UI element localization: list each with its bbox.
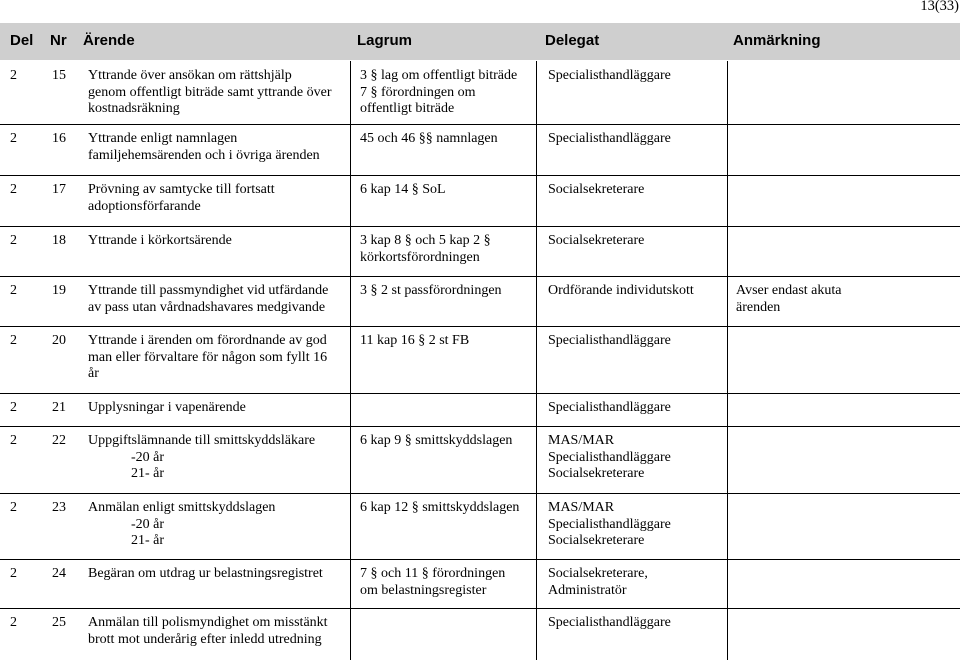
cell-delegat	[548, 566, 648, 599]
cell-del: 2	[10, 68, 17, 83]
cell-arende	[88, 400, 246, 417]
cell-lagrum	[360, 333, 469, 350]
row-divider	[0, 226, 960, 227]
delegat-line: MAS/MAR	[548, 500, 615, 515]
lagrum-line: 6 kap 12 § smittskyddslagen	[360, 500, 520, 515]
column-divider	[727, 393, 728, 426]
arende-line: Yttrande enligt namnlagen	[88, 131, 238, 146]
cell-lagrum	[360, 433, 512, 450]
cell-delegat	[548, 233, 644, 250]
cell-del: 2	[10, 615, 17, 630]
column-divider	[350, 226, 351, 276]
column-divider	[350, 326, 351, 393]
arende-line: av pass utan vårdnadshavares medgivande	[88, 299, 326, 315]
row-divider	[0, 326, 960, 327]
arende-line: kostnadsräkning	[88, 101, 180, 116]
delegat-line: MAS/MAR	[548, 433, 615, 448]
column-divider	[350, 124, 351, 175]
cell-nr: 20	[52, 333, 66, 348]
cell-del: 2	[10, 131, 17, 146]
column-divider	[350, 608, 351, 660]
column-divider	[727, 493, 728, 559]
column-divider	[727, 61, 728, 124]
cell-arende	[88, 131, 320, 164]
delegat-line: Specialisthandläggare	[548, 400, 671, 415]
cell-anmarkning	[736, 283, 841, 316]
cell-del: 2	[10, 433, 17, 448]
lagrum-line: 7 § förordningen om	[360, 84, 476, 100]
header-nr: Nr	[50, 32, 67, 49]
row-divider	[0, 175, 960, 176]
delegat-line: Administratör	[548, 582, 627, 598]
arende-line: Yttrande i körkortsärende	[88, 233, 232, 248]
arende-subline: 21- år	[131, 466, 165, 481]
cell-del: 2	[10, 400, 17, 415]
cell-nr: 24	[52, 566, 66, 581]
delegat-line: Specialisthandläggare	[548, 131, 671, 146]
cell-nr: 16	[52, 131, 66, 146]
cell-delegat	[548, 400, 671, 417]
lagrum-line: 3 kap 8 § och 5 kap 2 §	[360, 233, 491, 248]
row-divider	[0, 393, 960, 394]
arende-line: genom offentligt biträde samt yttrande över	[88, 84, 332, 100]
cell-del: 2	[10, 233, 17, 248]
delegat-line: Specialisthandläggare	[548, 449, 671, 465]
cell-nr: 22	[52, 433, 66, 448]
cell-del: 2	[10, 182, 17, 197]
cell-lagrum	[360, 233, 491, 266]
row-divider	[0, 608, 960, 609]
delegat-line: Socialsekreterare	[548, 182, 645, 197]
cell-del: 2	[10, 500, 17, 515]
delegat-line: Specialisthandläggare	[548, 68, 671, 83]
row-divider	[0, 426, 960, 427]
column-divider	[536, 226, 537, 276]
page-number: 13(33)	[920, 0, 959, 14]
column-divider	[536, 608, 537, 660]
column-divider	[727, 226, 728, 276]
delegat-line: Specialisthandläggare	[548, 615, 671, 630]
lagrum-line: offentligt biträde	[360, 101, 455, 116]
column-divider	[536, 426, 537, 493]
row-divider	[0, 276, 960, 277]
column-divider	[727, 608, 728, 660]
cell-nr: 23	[52, 500, 66, 515]
cell-delegat	[548, 333, 671, 350]
arende-line: Upplysningar i vapenärende	[88, 400, 246, 415]
column-divider	[536, 493, 537, 559]
lagrum-line: 3 § 2 st passförordningen	[360, 283, 502, 298]
header-delegat: Delegat	[545, 32, 600, 49]
column-divider	[350, 493, 351, 559]
delegat-line: Specialisthandläggare	[548, 516, 671, 532]
arende-line: Uppgiftslämnande till smittskyddsläkare	[88, 433, 316, 448]
cell-arende	[88, 566, 323, 583]
column-divider	[727, 326, 728, 393]
row-divider	[0, 124, 960, 125]
cell-delegat	[548, 131, 671, 148]
arende-line: brott mot underårig efter inledd utredning	[88, 631, 322, 647]
arende-line: man eller förvaltare för någon som fyllt 16	[88, 349, 328, 365]
column-divider	[727, 124, 728, 175]
cell-lagrum	[360, 182, 446, 199]
cell-nr: 21	[52, 400, 66, 415]
cell-delegat	[548, 68, 671, 85]
column-divider	[727, 175, 728, 226]
cell-nr: 17	[52, 182, 66, 197]
cell-lagrum	[360, 566, 505, 599]
cell-del: 2	[10, 283, 17, 298]
column-divider	[350, 393, 351, 426]
arende-line: Begäran om utdrag ur belastningsregistret	[88, 566, 323, 581]
cell-arende	[88, 333, 327, 383]
column-divider	[350, 559, 351, 608]
cell-arende	[88, 500, 275, 550]
lagrum-line: 7 § och 11 § förordningen	[360, 566, 506, 581]
arende-line: familjehemsärenden och i övriga ärenden	[88, 147, 320, 163]
column-divider	[350, 175, 351, 226]
table-header	[0, 23, 960, 60]
lagrum-line: 11 kap 16 § 2 st FB	[360, 333, 470, 348]
arende-line: Yttrande i ärenden om förordnande av god	[88, 333, 327, 348]
lagrum-line: 45 och 46 §§ namnlagen	[360, 131, 498, 146]
cell-delegat	[548, 283, 694, 300]
arende-subline: -20 år	[131, 516, 165, 532]
column-divider	[350, 426, 351, 493]
cell-delegat	[548, 182, 644, 199]
cell-arende	[88, 182, 275, 215]
anmarkning-line: ärenden	[736, 299, 781, 315]
delegat-line: Socialsekreterare	[548, 533, 645, 548]
lagrum-line: 6 kap 14 § SoL	[360, 182, 446, 197]
cell-nr: 18	[52, 233, 66, 248]
column-divider	[536, 276, 537, 326]
cell-nr: 15	[52, 68, 66, 83]
column-divider	[727, 276, 728, 326]
column-divider	[536, 124, 537, 175]
header-del: Del	[10, 32, 34, 49]
cell-delegat	[548, 500, 671, 550]
cell-del: 2	[10, 333, 17, 348]
column-divider	[350, 276, 351, 326]
cell-arende	[88, 433, 315, 483]
column-divider	[536, 393, 537, 426]
row-divider	[0, 559, 960, 560]
delegat-line: Ordförande individutskott	[548, 283, 694, 298]
lagrum-line: 6 kap 9 § smittskyddslagen	[360, 433, 513, 448]
arende-line: år	[88, 366, 99, 381]
column-divider	[536, 559, 537, 608]
cell-del: 2	[10, 566, 17, 581]
delegat-line: Specialisthandläggare	[548, 333, 671, 348]
arende-line: Anmälan till polismyndighet om misstänkt	[88, 615, 328, 630]
header-anmarkning: Anmärkning	[733, 32, 821, 49]
cell-arende	[88, 233, 232, 250]
lagrum-line: om belastningsregister	[360, 582, 487, 598]
anmarkning-line: Avser endast akuta	[736, 283, 842, 298]
cell-lagrum	[360, 500, 519, 517]
delegat-line: Socialsekreterare	[548, 233, 645, 248]
arende-line: Anmälan enligt smittskyddslagen	[88, 500, 276, 515]
cell-arende	[88, 615, 328, 648]
cell-lagrum	[360, 68, 517, 118]
column-divider	[536, 175, 537, 226]
column-divider	[727, 559, 728, 608]
cell-delegat	[548, 615, 671, 632]
arende-subline: 21- år	[131, 533, 165, 548]
delegat-line: Socialsekreterare,	[548, 566, 648, 581]
header-lagrum: Lagrum	[357, 32, 413, 49]
cell-arende	[88, 68, 332, 118]
column-divider	[536, 61, 537, 124]
column-divider	[727, 426, 728, 493]
lagrum-line: körkortsförordningen	[360, 249, 480, 265]
cell-lagrum	[360, 131, 498, 148]
cell-lagrum	[360, 283, 502, 300]
column-divider	[536, 326, 537, 393]
cell-arende	[88, 283, 328, 316]
cell-nr: 19	[52, 283, 66, 298]
column-divider	[350, 61, 351, 124]
lagrum-line: 3 § lag om offentligt biträde	[360, 68, 518, 83]
cell-delegat	[548, 433, 671, 483]
delegat-line: Socialsekreterare	[548, 466, 645, 481]
arende-line: Yttrande till passmyndighet vid utfärdande	[88, 283, 329, 298]
arende-line: adoptionsförfarande	[88, 198, 201, 214]
arende-line: Yttrande över ansökan om rättshjälp	[88, 68, 292, 83]
arende-line: Prövning av samtycke till fortsatt	[88, 182, 275, 197]
arende-subline: -20 år	[131, 449, 165, 465]
cell-nr: 25	[52, 615, 66, 630]
row-divider	[0, 493, 960, 494]
header-arende: Ärende	[83, 32, 135, 49]
